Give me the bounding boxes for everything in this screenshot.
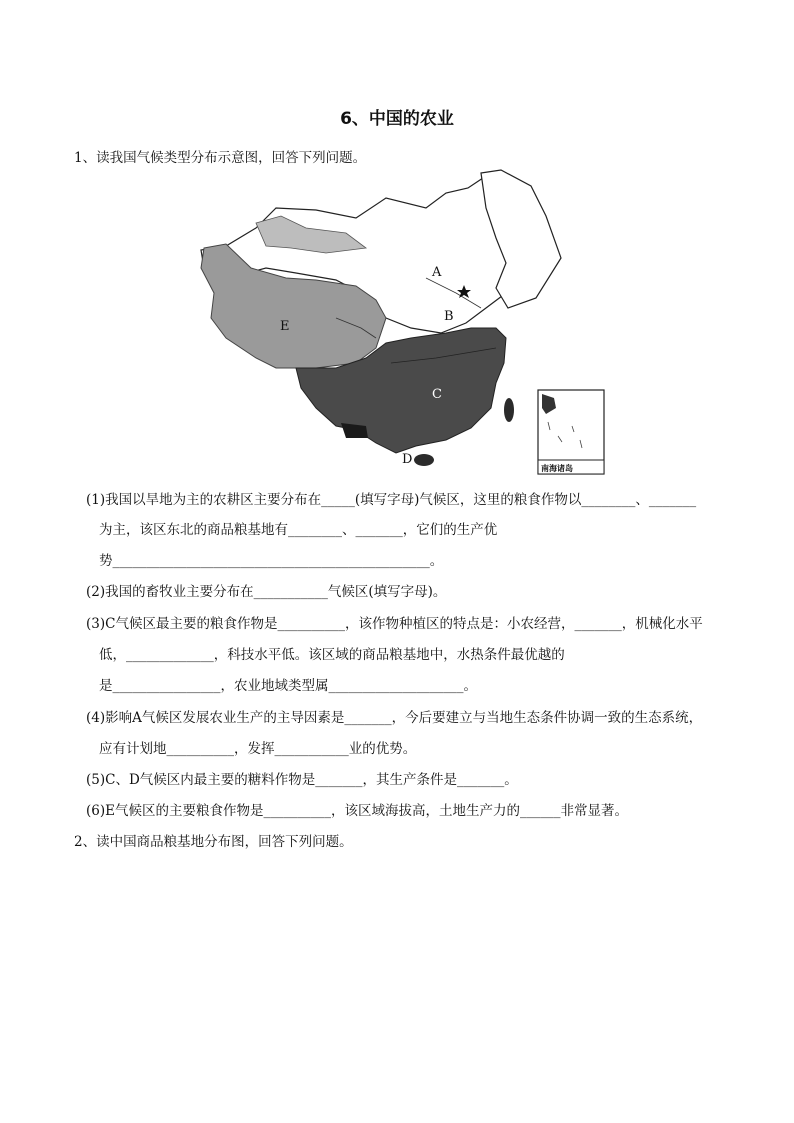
- south-china-sea-inset: [538, 390, 604, 474]
- q1-line-9: 应有计划地__________，发挥___________业的优势。: [99, 741, 417, 757]
- map-label-b: B: [444, 309, 454, 324]
- map-label-d: D: [402, 452, 413, 467]
- region-d-island: [414, 454, 434, 466]
- q1-line-10: (5)C、D气候区内最主要的糖料作物是_______，其生产条件是_______。: [86, 772, 518, 788]
- question-2-stem: 2、读中国商品粮基地分布图，回答下列问题。: [74, 834, 353, 850]
- q1-line-4: (2)我国的畜牧业主要分布在___________气候区(填写字母)。: [86, 584, 447, 600]
- inset-label: 南海诸岛: [541, 464, 573, 473]
- map-label-c: C: [432, 387, 442, 402]
- climate-map: [196, 168, 608, 480]
- taiwan-island: [504, 398, 514, 422]
- q1-line-5: (3)C气候区最主要的粮食作物是__________，该作物种植区的特点是：小农经营，_______，机械化水平: [86, 616, 703, 632]
- map-label-a: A: [432, 265, 442, 280]
- q1-line-11: (6)E气候区的主要粮食作物是__________，该区域海拔高，土地生产力的______非常显著。: [86, 803, 628, 819]
- page-title: 6、中国的农业: [340, 109, 454, 129]
- question-1-stem: 1、读我国气候类型分布示意图，回答下列问题。: [74, 150, 367, 166]
- q1-line-6: 低，_____________，科技水平低。该区域的商品粮基地中，水热条件最优越的: [99, 647, 565, 663]
- q1-line-2: 为主，该区东北的商品粮基地有________、_______，它们的生产优: [99, 522, 498, 538]
- map-label-e: E: [280, 319, 290, 334]
- q1-line-1: (1)我国以旱地为主的农耕区主要分布在_____(填写字母)气候区，这里的粮食作物以________、_______: [86, 492, 697, 508]
- q1-line-7: 是________________，农业地域类型属____________________。: [99, 678, 477, 694]
- q1-line-8: (4)影响A气候区发展农业生产的主导因素是_______，今后要建立与当地生态条件协调一致的生态系统，: [86, 710, 703, 726]
- q1-line-3: 势_______________________________________________。: [99, 553, 444, 569]
